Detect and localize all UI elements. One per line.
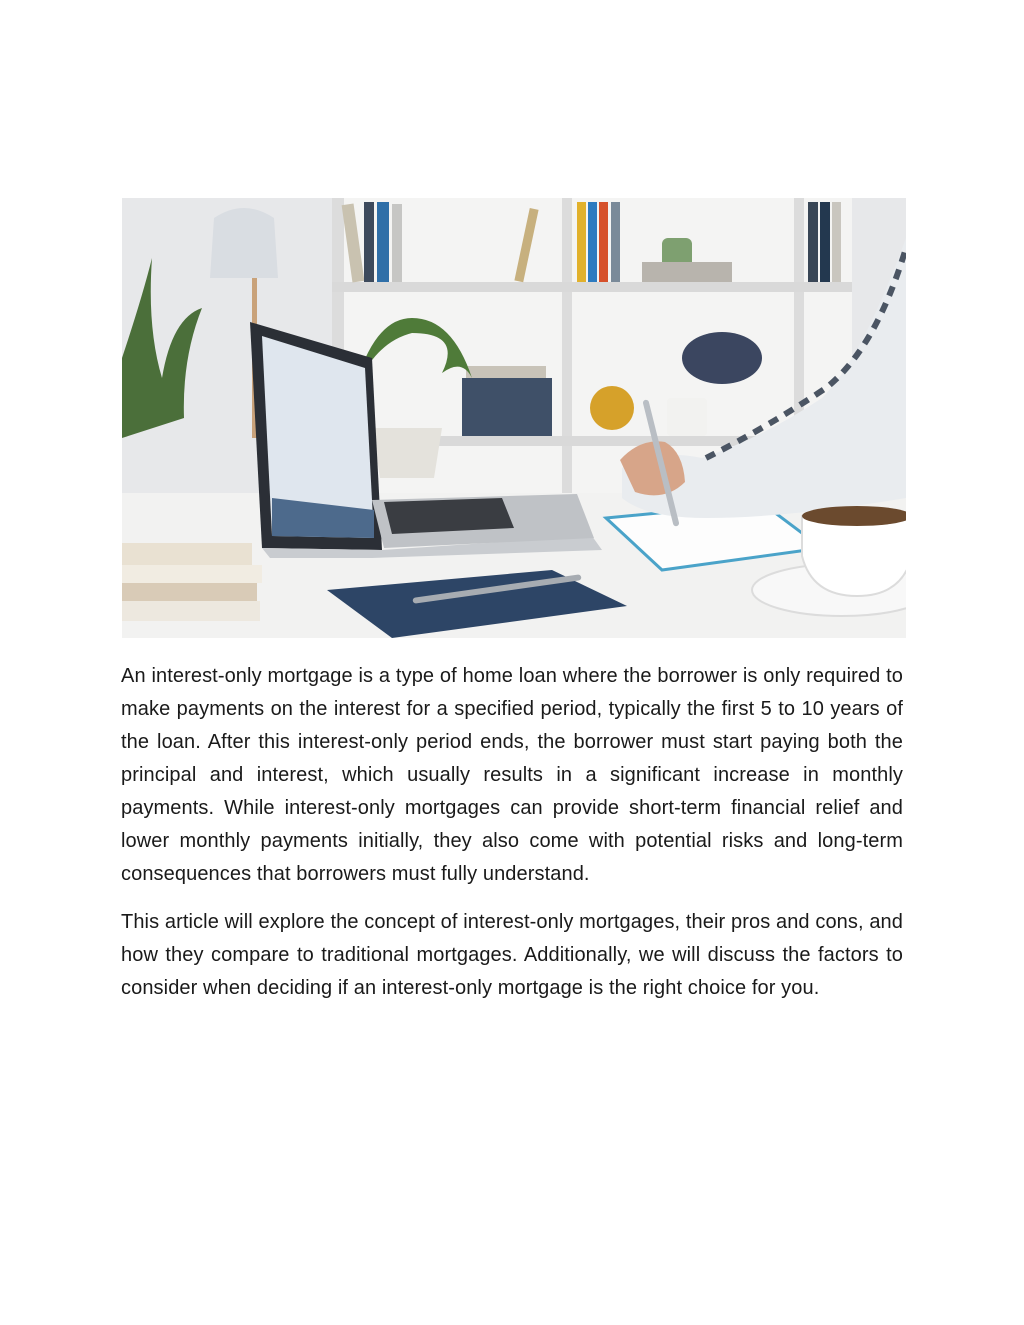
paragraph-intro: An interest-only mortgage is a type of home loan where the borrower is only required to make payments on the interest for a specified period, typically the first 5 to 10 years of the loan. After this interest-only period ends, the borrower must start paying both the principal and interest, which usually results in a significant increase in monthly payments. While interest-only mortgages can provide short-term financial relief and lower monthly payments initially, they also come with potential risks and long-term consequences that borrowers must fully understand. [121,665,903,885]
article-body [121,660,903,1020]
paragraph-overview: This article will explore the concept of interest-only mortgages, their pros and cons, and how they compare to traditional mortgages. Additionally, we will discuss the factors to consider when deciding if an interest-only mortgage is the right choice for you. [121,911,903,999]
desk-workspace-photo [122,198,906,638]
